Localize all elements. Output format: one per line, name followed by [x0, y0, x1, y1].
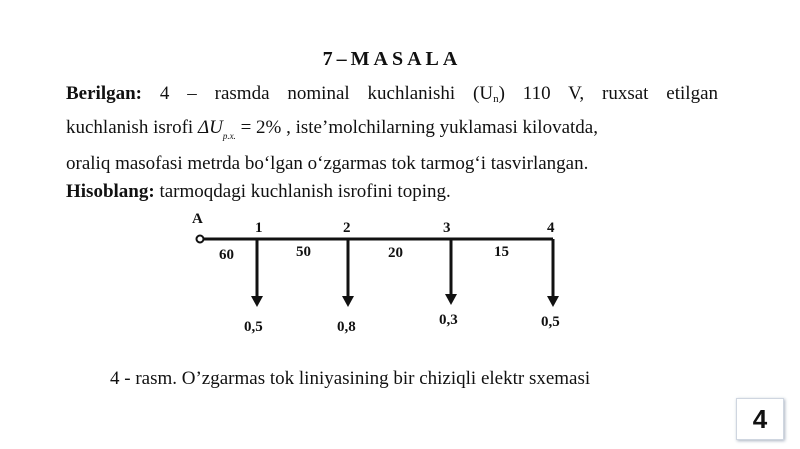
load-arrow-4 — [547, 296, 559, 307]
load-label-2: 0,8 — [337, 319, 356, 335]
node-label-1: 1 — [255, 220, 263, 236]
figure-caption: 4 - rasm. O’zgarmas tok liniyasining bir chiziqli elektr sxemasi — [110, 368, 591, 389]
branch-4 — [547, 239, 559, 307]
node-label-3: 3 — [443, 220, 451, 236]
page-number-badge: 4 — [736, 398, 784, 440]
find-text: tarmoqdagi kuchlanish isrofini toping. — [159, 180, 451, 202]
load-arrow-1 — [251, 296, 263, 307]
load-arrow-2 — [342, 296, 354, 307]
given-label: Berilgan: — [66, 83, 142, 104]
formula-subscript: p.x. — [222, 130, 236, 141]
problem-title: 7–MASALA — [322, 48, 462, 70]
source-node — [197, 236, 204, 243]
given-text-1: 4 – rasmda nominal kuchlanishi (U — [159, 83, 494, 104]
find-label: Hisoblang: — [66, 180, 155, 202]
given-text-2-pre: kuchlanish isrofi — [66, 116, 198, 138]
node-label-2: 2 — [343, 220, 351, 236]
load-label-4: 0,5 — [541, 314, 560, 330]
branch-2 — [342, 239, 354, 307]
formula-delta-u: ΔU — [197, 116, 223, 138]
distance-label-4: 15 — [494, 244, 509, 260]
given-text-2-post: , iste’molchilarning yuklamasi kilovatda, — [286, 116, 598, 138]
given-text-1-rest: ) 110 V, ruxsat etilgan — [498, 83, 719, 104]
distance-label-2: 50 — [296, 244, 311, 260]
distance-label-1: 60 — [219, 247, 234, 263]
load-label-1: 0,5 — [244, 319, 263, 335]
distance-label-3: 20 — [388, 245, 403, 261]
formula-value: = 2% — [235, 116, 287, 138]
branch-3 — [445, 239, 457, 305]
load-arrow-3 — [445, 294, 457, 305]
node-label-4: 4 — [547, 220, 555, 236]
branch-1 — [251, 239, 263, 307]
load-label-3: 0,3 — [439, 312, 458, 328]
voltage-subscript: n — [493, 93, 499, 105]
source-label: A — [192, 211, 203, 227]
given-line-3: oraliq masofasi metrda bo‘lgan o‘zgarmas tok tarmog‘i tasvirlangan. — [66, 153, 589, 174]
